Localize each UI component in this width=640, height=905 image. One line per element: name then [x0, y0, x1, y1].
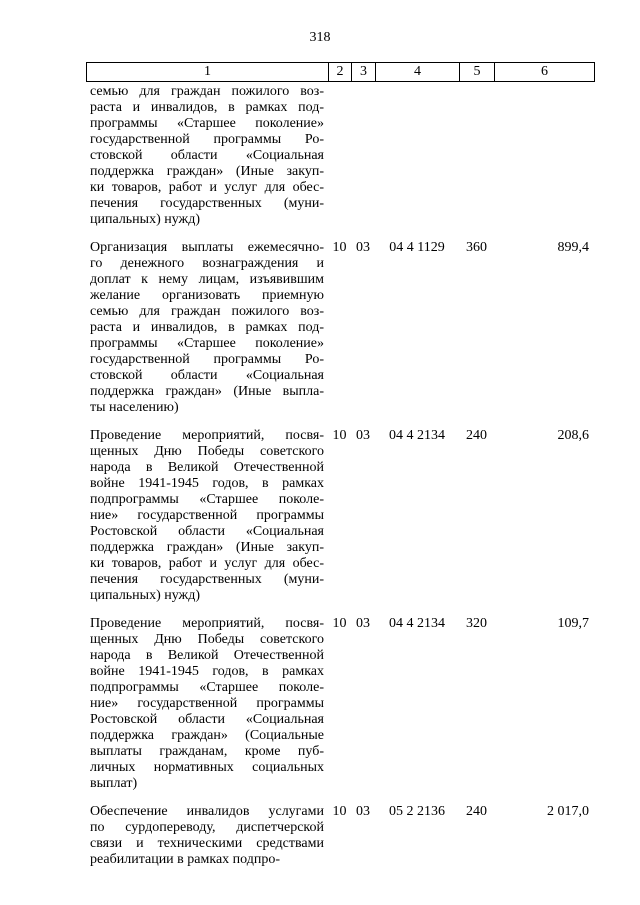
description-line: Обеспечение инвалидов услугами — [90, 804, 324, 819]
description-line: государственной программы Ро- — [90, 352, 324, 367]
description-line: поддержка граждан» (Социальные — [90, 728, 324, 743]
description-line: программы «Старшее поколение» — [90, 116, 324, 131]
target-article: 04 4 2134 — [389, 616, 445, 631]
description-line: поддержка граждан» (Иные закуп- — [90, 540, 324, 555]
description-line: Проведение мероприятий, посвя- — [90, 428, 324, 443]
row-description — [86, 616, 328, 792]
page-number: 318 — [309, 30, 331, 45]
description-line: связи и техническими средствами — [90, 836, 324, 851]
description-line: поддержка граждан» (Иные выпла- — [90, 384, 324, 399]
description-line: стовской области «Социальная — [90, 148, 324, 163]
description-line: ки товаров, работ и услуг для обес- — [90, 180, 324, 195]
section-code: 10 — [332, 428, 347, 443]
description-line: войне 1941-1945 годов, в рамках — [90, 476, 324, 491]
header-col-1: 1 — [87, 63, 329, 81]
expense-type: 240 — [466, 428, 487, 443]
description-line: ки товаров, работ и услуг для обес- — [90, 556, 324, 571]
description-line: ципальных) нужд) — [90, 588, 201, 603]
section-code — [328, 84, 351, 228]
header-col-3: 3 — [352, 63, 376, 81]
description-line: ние» государственной программы — [90, 696, 324, 711]
description-line: выплаты гражданам, кроме пуб- — [90, 744, 324, 759]
table-header — [86, 62, 595, 82]
section-code: 10 — [332, 804, 347, 819]
expense-type: 240 — [466, 804, 487, 819]
description-line: поддержка граждан» (Иные закуп- — [90, 164, 324, 179]
table-row — [86, 804, 595, 868]
target-article: 05 2 2136 — [389, 804, 445, 819]
expense-type: 360 — [466, 240, 487, 255]
description-line: Проведение мероприятий, посвя- — [90, 616, 324, 631]
description-line: реабилитации в рамках подпро- — [90, 852, 281, 867]
description-line: народа в Великой Отечественной — [90, 460, 324, 475]
subsection-code — [351, 84, 375, 228]
row-description — [86, 84, 328, 228]
description-line: доплат к нему лицам, изъявившим — [90, 272, 324, 287]
description-line: государственной программы Ро- — [90, 132, 324, 147]
amount: 2 017,0 — [547, 804, 589, 819]
amount: 899,4 — [557, 240, 589, 255]
subsection-code: 03 — [356, 616, 370, 631]
row-description — [86, 428, 328, 604]
row-description — [86, 240, 328, 416]
description-line: войне 1941-1945 годов, в рамках — [90, 664, 324, 679]
section-code: 10 — [332, 240, 347, 255]
section-code: 10 — [332, 616, 347, 631]
description-line: Организация выплаты ежемесячно- — [90, 240, 324, 255]
description-line: программы «Старшее поколение» — [90, 336, 324, 351]
expense-type: 320 — [466, 616, 487, 631]
subsection-code: 03 — [356, 240, 370, 255]
description-line: ты населению) — [90, 400, 179, 415]
row-description — [86, 804, 328, 868]
header-col-6: 6 — [541, 64, 548, 79]
amount: 109,7 — [557, 616, 589, 631]
amount: 208,6 — [557, 428, 589, 443]
subsection-code: 03 — [356, 428, 370, 443]
description-line: раста и инвалидов, в рамках под- — [90, 320, 324, 335]
description-line: ципальных) нужд) — [90, 212, 201, 227]
description-line: семью для граждан пожилого воз- — [90, 304, 324, 319]
target-article: 04 4 2134 — [389, 428, 445, 443]
amount — [494, 84, 593, 228]
header-col-4: 4 — [376, 63, 460, 81]
description-line: щенных Дню Победы советского — [90, 632, 324, 647]
description-line: подпрограммы «Старшее поколе- — [90, 680, 324, 695]
description-line: стовской области «Социальная — [90, 368, 324, 383]
target-article — [375, 84, 459, 228]
description-line: печения государственных (муни- — [90, 196, 324, 211]
table-row — [86, 428, 595, 604]
description-line: народа в Великой Отечественной — [90, 648, 324, 663]
description-line: выплат) — [90, 776, 138, 791]
description-line: щенных Дню Победы советского — [90, 444, 324, 459]
description-line: по сурдопереводу, диспетчерской — [90, 820, 324, 835]
description-line: раста и инвалидов, в рамках под- — [90, 100, 324, 115]
header-col-5: 5 — [460, 63, 495, 81]
description-line: желание организовать приемную — [90, 288, 324, 303]
target-article: 04 4 1129 — [389, 240, 445, 255]
description-line: ние» государственной программы — [90, 508, 324, 523]
description-line: Ростовской области «Социальная — [90, 712, 324, 727]
description-line: семью для граждан пожилого воз- — [90, 84, 324, 99]
description-line: го денежного вознаграждения и — [90, 256, 324, 271]
table-body — [86, 84, 595, 880]
table-row — [86, 84, 595, 228]
header-col-2: 2 — [329, 63, 352, 81]
subsection-code: 03 — [356, 804, 370, 819]
table-row — [86, 240, 595, 416]
description-line: подпрограммы «Старшее поколе- — [90, 492, 324, 507]
description-line: печения государственных (муни- — [90, 572, 324, 587]
description-line: Ростовской области «Социальная — [90, 524, 324, 539]
expense-type — [459, 84, 494, 228]
table-row — [86, 616, 595, 792]
description-line: личных нормативных социальных — [90, 760, 324, 775]
